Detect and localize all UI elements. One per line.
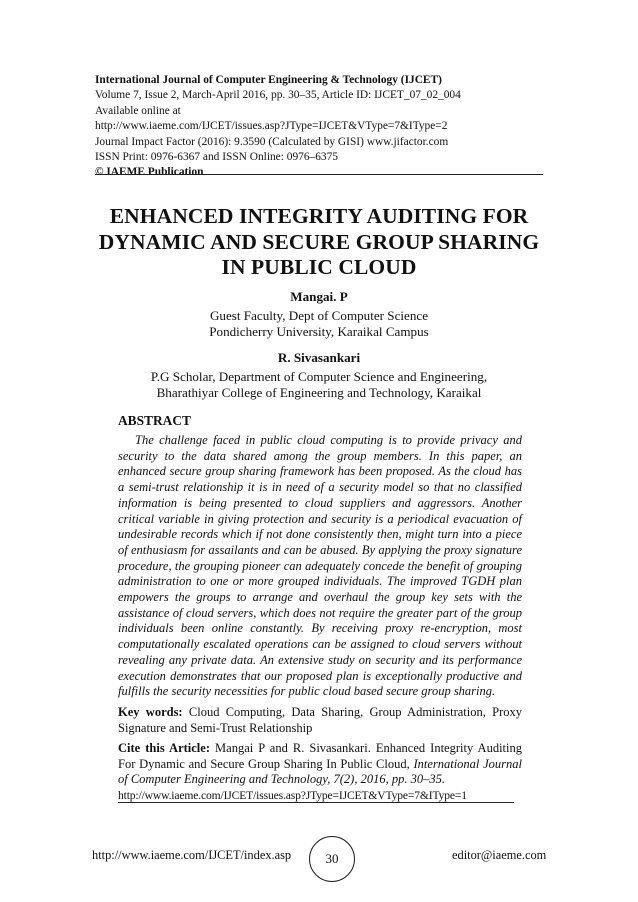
- paper-title: [60, 204, 578, 281]
- title-line-1: ENHANCED INTEGRITY AUDITING FOR: [109, 204, 529, 228]
- author-affiliation: P.G Scholar, Department of Computer Science and Engineering,: [150, 369, 488, 385]
- keywords-text: Cloud Computing, Data Sharing, Group Administration, Proxy Signature and Semi-Trust Relationship: [118, 705, 523, 735]
- author-block-1: [60, 289, 578, 341]
- footer-url[interactable]: http://www.iaeme.com/IJCET/index.asp: [92, 848, 292, 862]
- footer-email[interactable]: editor@iaeme.com: [452, 848, 547, 862]
- cite-url[interactable]: http://www.iaeme.com/IJCET/issues.asp?JType=IJCET&VType=7&IType=1: [118, 789, 467, 803]
- author-block-2: [60, 350, 578, 402]
- impact-factor: Journal Impact Factor (2016): 9.3590 (Calculated by GISI) www.jifactor.com: [95, 135, 449, 148]
- abstract-heading: ABSTRACT: [118, 413, 191, 428]
- issue-url[interactable]: http://www.iaeme.com/IJCET/issues.asp?JType=IJCET&VType=7&IType=2: [95, 120, 448, 133]
- author-name: Mangai. P: [290, 289, 348, 304]
- title-line-2: DYNAMIC AND SECURE GROUP SHARING: [98, 229, 540, 254]
- citation-block: [118, 741, 522, 804]
- keywords-label: Key words:: [118, 705, 183, 719]
- abstract-text: The challenge faced in public cloud computing is to provide privacy and security to the data shared among the group members. In this paper, an enhanced secure group sharing framework has been proposed. As the cloud has a semi-trust relationship it is in need of a security model so that no classified information is being presented to cloud suppliers and aggressors. Another critical variable in giving protection and security is a periodical evacuation of undesirable records which if not done consistently then, might turn into a piece of enthusiasm for assailants and can be abused. By applying the proxy signature procedure, the grouping pioneer can adequately concede the benefit of grouping administration to one or more grouped individuals. The improved TGDH plan empowers the groups to arrange and overhaul the group key sets with the assistance of cloud servers, which does not require the greater part of the group individuals been online constantly. By receiving proxy re-encryption, most computationally escalated operations can be assigned to cloud servers without revealing any private data. An extensive study on security and its performance execution demonstrates that our proposed plan is exceptionally productive and fulfills the security necessities for public cloud based secure group sharing.: [118, 433, 522, 699]
- author-affiliation: Pondicherry University, Karaikal Campus: [209, 324, 429, 340]
- cite-label: Cite this Article:: [118, 741, 210, 755]
- journal-name: International Journal of Computer Engineering & Technology (IJCET): [95, 74, 442, 86]
- author-name: R. Sivasankari: [277, 350, 361, 365]
- available-online: Available online at: [95, 104, 181, 117]
- journal-header: [95, 73, 543, 181]
- abstract-body: [118, 433, 522, 700]
- header-divider: [95, 174, 543, 175]
- publication-line: © IAEME Publication: [95, 166, 204, 179]
- author-affiliation: Bharathiyar College of Engineering and Technology, Karaikal: [156, 385, 482, 401]
- cite-text: Mangai P and R. Sivasankari. Enhanced Integrity Auditing For Dynamic and Secure Group Sharing In Public Cloud,: [118, 741, 523, 771]
- keywords-block: [118, 705, 522, 736]
- author-affiliation: Guest Faculty, Dept of Computer Science: [209, 308, 429, 324]
- page-number-text: 30: [325, 851, 339, 866]
- citation-divider: [118, 802, 514, 803]
- cite-journal: International Journal of Computer Engineering and Technology, 7(2), 2016, pp. 30–35.: [118, 756, 522, 787]
- page-number: [309, 836, 355, 882]
- title-line-3: IN PUBLIC CLOUD: [221, 255, 417, 279]
- issn-line: ISSN Print: 0976-6367 and ISSN Online: 0976–6375: [95, 151, 339, 164]
- volume-line: Volume 7, Issue 2, March-April 2016, pp. 30–35, Article ID: IJCET_07_02_004: [95, 89, 461, 102]
